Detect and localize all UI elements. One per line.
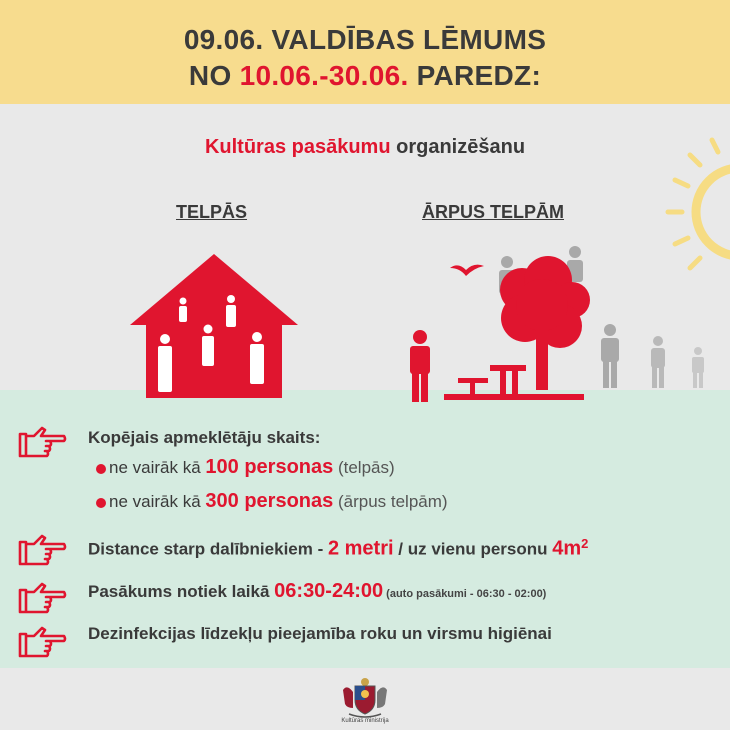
header-dates: 10.06.-30.06. [239,60,409,91]
pointing-hand-icon [16,580,68,616]
bullet-dot [96,464,106,474]
bullet-note: (ārpus telpām) [333,492,448,511]
pointing-hand-icon [16,424,68,460]
bullet-value: 300 personas [205,490,334,512]
label-outdoors: ĀRPUS TELPĀM [422,202,565,222]
person-icon [651,336,665,388]
subtitle-highlight: Kultūras pasākumu [204,136,391,158]
distance-text [88,536,588,561]
pointing-hand-icon [16,532,68,568]
person-icon [692,347,704,388]
time-prefix: Pasākums notiek laikā [88,582,275,601]
attendance-bullet-indoor [96,456,395,479]
distance-value: 2 metri [327,537,394,560]
header-prefix: NO [188,60,240,91]
sun-icon [668,140,730,268]
coat-of-arms-icon [335,674,395,720]
bullet-prefix: ne vairāk kā [109,458,206,477]
label-indoors: TELPĀS [176,202,248,222]
header-suffix: PAREDZ: [408,60,542,91]
time-value: 06:30-24:00 [274,580,384,602]
time-text [88,580,546,603]
subtitle-rest: organizēšanu [390,136,526,158]
area-value: 4m [552,537,582,560]
person-icon [410,330,430,402]
footer [0,668,730,730]
pointing-hand-icon [16,624,68,660]
hygiene-text: Dezinfekcijas līdzekļu pieejamība roku un virsmu higiēnai [88,624,552,643]
bird-icon [450,265,484,276]
house-icon [130,254,298,398]
footer-caption: Kultūras ministrija [341,718,389,724]
distance-prefix: Distance starp dalībniekiem - [88,539,328,559]
time-note: (auto pasākumi - 06:30 - 02:00) [383,588,547,600]
bullet-note: (telpās) [333,458,395,477]
person-icon [601,324,619,388]
attendance-bullet-outdoor [96,490,448,513]
area-superscript: 2 [581,536,589,551]
header-title: 09.06. VALDĪBAS LĒMUMS [183,24,547,55]
bullet-dot [96,498,106,508]
bench-icon [444,365,584,400]
bullet-value: 100 personas [205,456,334,478]
bullet-prefix: ne vairāk kā [109,492,206,511]
distance-mid: / uz vienu personu [393,539,553,559]
attendance-title: Kopējais apmeklētāju skaits: [88,428,321,447]
